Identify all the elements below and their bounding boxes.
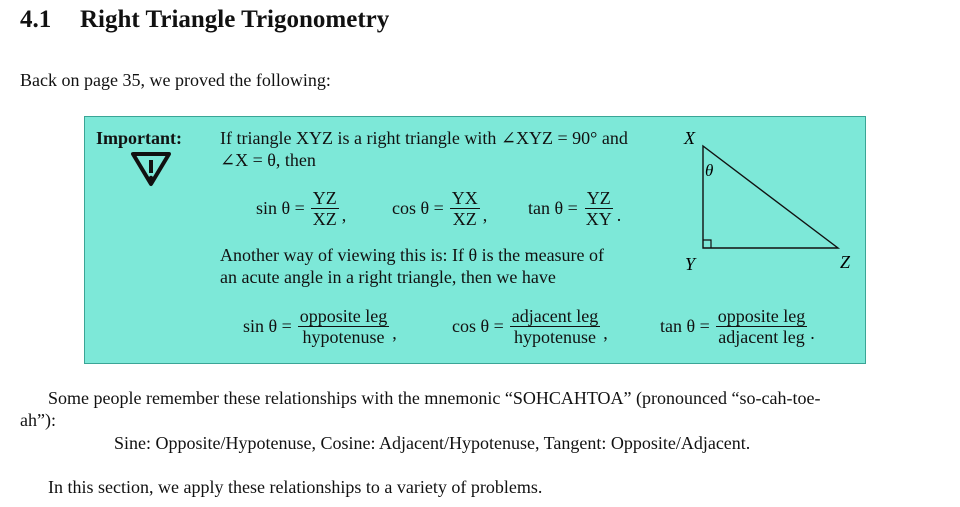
cos-ratio-words [452, 306, 608, 347]
another-line-2: an acute angle in a right triangle, then we have [220, 267, 556, 287]
cos-sep: , [482, 205, 488, 225]
vertex-x-label: X [684, 128, 695, 148]
sin-den: XZ [312, 209, 337, 229]
right-angle-marker [703, 240, 711, 248]
tan-den: XY [585, 209, 612, 229]
cos-word-label: cos θ = [452, 316, 504, 336]
tan-word-den: adjacent leg [718, 327, 805, 347]
sin-label: sin θ = [256, 198, 305, 218]
sin-word-num: opposite leg [299, 306, 388, 326]
tan-word-label: tan θ = [660, 316, 710, 336]
box-line-2: ∠X = θ, then [220, 150, 316, 170]
sin-sep: , [341, 205, 347, 225]
tan-ratio-words [660, 306, 815, 347]
mnemonic-line-1: Some people remember these relationships with the mnemonic “SOHCAHTOA” (pronounced “so-cah-toe- [48, 388, 821, 408]
intro-text: Back on page 35, we proved the following: [20, 70, 331, 90]
tan-word-sep: . [810, 323, 815, 343]
warning-icon [129, 150, 173, 193]
cos-word-sep: , [603, 323, 608, 343]
vertex-y-label: Y [685, 254, 696, 272]
closing-text: In this section, we apply these relationships to a variety of problems. [48, 477, 543, 497]
sin-ratio-words [243, 306, 397, 347]
mnemonic-line-2: ah”): [20, 410, 56, 430]
cos-den: XZ [452, 209, 477, 229]
box-line-1: If triangle XYZ is a right triangle with ∠XYZ = 90° and [220, 128, 628, 148]
section-number: 4.1 [20, 6, 52, 33]
tan-num: YZ [586, 188, 611, 208]
right-triangle-figure [670, 122, 860, 272]
vertex-z-label: Z [840, 252, 851, 272]
cos-word-num: adjacent leg [511, 306, 599, 326]
cos-label: cos θ = [392, 198, 444, 218]
cos-ratio-letters [392, 188, 487, 229]
sin-num: YZ [312, 188, 337, 208]
sin-ratio-letters [256, 188, 346, 229]
important-label: Important: [96, 128, 182, 148]
another-line-1: Another way of viewing this is: If θ is the measure of [220, 245, 605, 265]
sin-word-label: sin θ = [243, 316, 292, 336]
theta-label: θ [705, 161, 714, 180]
tan-ratio-letters [528, 188, 621, 229]
cos-num: YX [451, 188, 478, 208]
section-heading [20, 6, 389, 34]
tan-word-num: opposite leg [717, 306, 806, 326]
cos-word-den: hypotenuse [514, 327, 596, 347]
section-title: Right Triangle Trigonometry [80, 6, 390, 33]
triangle-shape [703, 146, 838, 248]
tan-label: tan θ = [528, 198, 578, 218]
tan-sep: . [616, 205, 622, 225]
sin-word-sep: , [392, 323, 397, 343]
sin-word-den: hypotenuse [302, 327, 385, 347]
sohcahtoa-expansion: Sine: Opposite/Hypotenuse, Cosine: Adjacent/Hypotenuse, Tangent: Opposite/Adjacent. [114, 433, 751, 453]
